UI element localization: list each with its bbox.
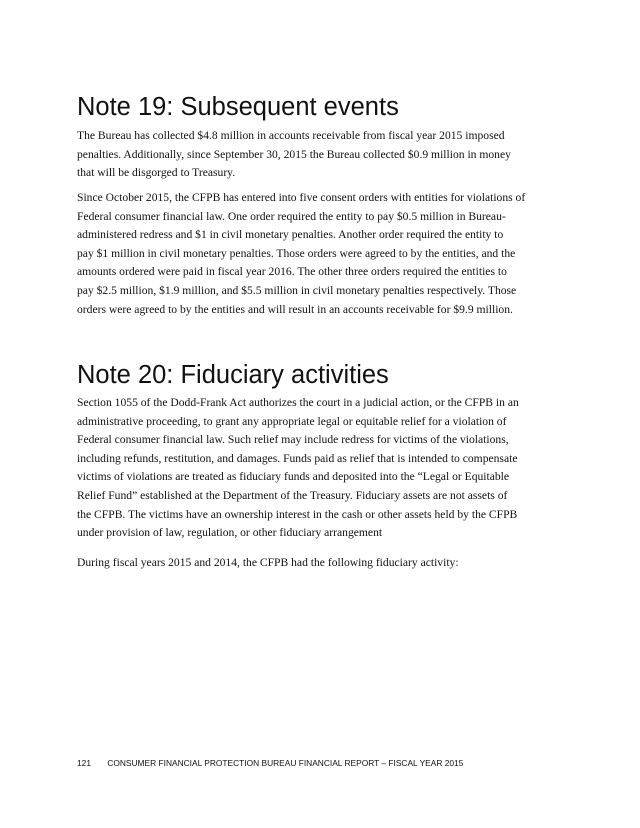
text-line: Section 1055 of the Dodd-Frank Act authorizes the court in a judicial action, or the CFPB in an xyxy=(77,396,519,409)
text-line: including refunds, restitution, and damages. Funds paid as relief that is intended to compensate xyxy=(77,451,518,465)
text-line: amounts ordered were paid in fiscal year 2016. The other three orders required the entities to xyxy=(77,265,507,279)
text-line: Since October 2015, the CFPB has entered into five consent orders with entities for violations of xyxy=(77,191,526,204)
note-19-paragraph-2 xyxy=(77,189,569,319)
text-line: the CFPB. The victims have an ownership interest in the cash or other assets held by the CFPB xyxy=(77,507,518,521)
text-line: under provision of law, regulation, or other fiduciary arrangement xyxy=(77,526,383,540)
text-line: penalties. Additionally, since September 30, 2015 the Bureau collected $0.9 million in money xyxy=(77,147,511,161)
page-number: 121 xyxy=(77,758,91,768)
text-line: orders were agreed to by the entities and will result in an accounts receivable for $9.9 million. xyxy=(77,302,513,316)
footer-title: CONSUMER FINANCIAL PROTECTION BUREAU FINANCIAL REPORT – FISCAL YEAR 2015 xyxy=(107,758,464,768)
note-20-paragraph-1 xyxy=(77,394,569,543)
text-line: administered redress and $1 in civil monetary penalties. Another order required the entity to xyxy=(77,228,504,242)
text-line: Federal consumer financial law. One order required the entity to pay $0.5 million in Bureau- xyxy=(77,209,506,223)
note-20-paragraph-2 xyxy=(77,554,569,573)
note-19-heading: Note 19: Subsequent events xyxy=(77,93,399,121)
page-footer xyxy=(77,758,463,769)
text-line: pay $1 million in civil monetary penalties. Those orders were agreed to by the entities, and the xyxy=(77,246,516,260)
note-19-paragraph-1 xyxy=(77,127,569,183)
text-line: Federal consumer financial law. Such relief may include redress for victims of the violations, xyxy=(77,433,509,447)
note-20-heading: Note 20: Fiduciary activities xyxy=(77,361,389,389)
text-line: pay $2.5 million, $1.9 million, and $5.5 million in civil monetary penalties respectively. Those xyxy=(77,283,517,297)
text-line: administrative proceeding, to grant any appropriate legal or equitable relief for a violation of xyxy=(77,414,507,428)
text-line: During fiscal years 2015 and 2014, the CFPB had the following fiduciary activity: xyxy=(77,556,459,569)
text-line: that will be disgorged to Treasury. xyxy=(77,166,236,180)
text-line: Relief Fund” established at the Department of the Treasury. Fiduciary assets are not assets of xyxy=(77,488,508,502)
text-line: The Bureau has collected $4.8 million in accounts receivable from fiscal year 2015 imposed xyxy=(77,129,505,142)
text-line: victims of violations are treated as fiduciary funds and deposited into the “Legal or Equitable xyxy=(77,470,510,484)
